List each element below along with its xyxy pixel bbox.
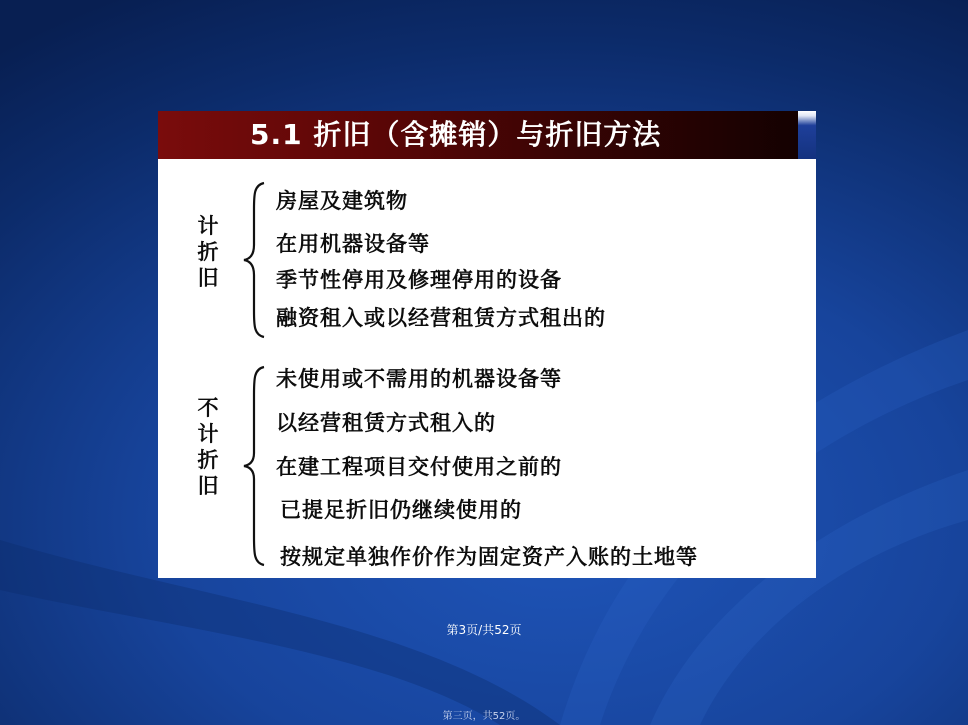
group-label-non-depreciable: [194, 395, 222, 499]
curly-brace-icon: [242, 181, 268, 339]
non-depreciable-item: 以经营租赁方式租入的: [276, 411, 496, 435]
non-depreciable-item: 按规定单独作价作为固定资产入账的土地等: [280, 545, 698, 569]
depreciable-item: 融资租入或以经营租赁方式租出的: [276, 306, 606, 330]
depreciable-item: 房屋及建筑物: [276, 189, 408, 213]
group-label-char: 折: [197, 448, 219, 472]
page-number: 第3页/共52页: [446, 623, 522, 637]
non-depreciable-item: 在建工程项目交付使用之前的: [276, 455, 562, 479]
slide-card: [158, 111, 816, 578]
footer-page-number: 第三页，共52页。: [442, 711, 526, 722]
depreciable-item: 在用机器设备等: [276, 232, 430, 256]
non-depreciable-item: 已提足折旧仍继续使用的: [280, 498, 522, 522]
non-depreciable-item: 未使用或不需用的机器设备等: [276, 367, 562, 391]
group-label-char: 不: [197, 396, 219, 420]
curly-brace-icon: [242, 365, 268, 567]
depreciable-item: 季节性停用及修理停用的设备: [276, 268, 562, 292]
group-label-char: 计: [197, 214, 219, 238]
group-label-depreciable: [194, 213, 222, 291]
group-label-char: 旧: [197, 266, 219, 290]
group-label-char: 折: [197, 240, 219, 264]
slide-title: 5.1 折旧（含摊销）与折旧方法: [158, 111, 798, 159]
group-label-char: 计: [197, 422, 219, 446]
title-accent-bar: [798, 111, 816, 159]
group-label-char: 旧: [197, 474, 219, 498]
